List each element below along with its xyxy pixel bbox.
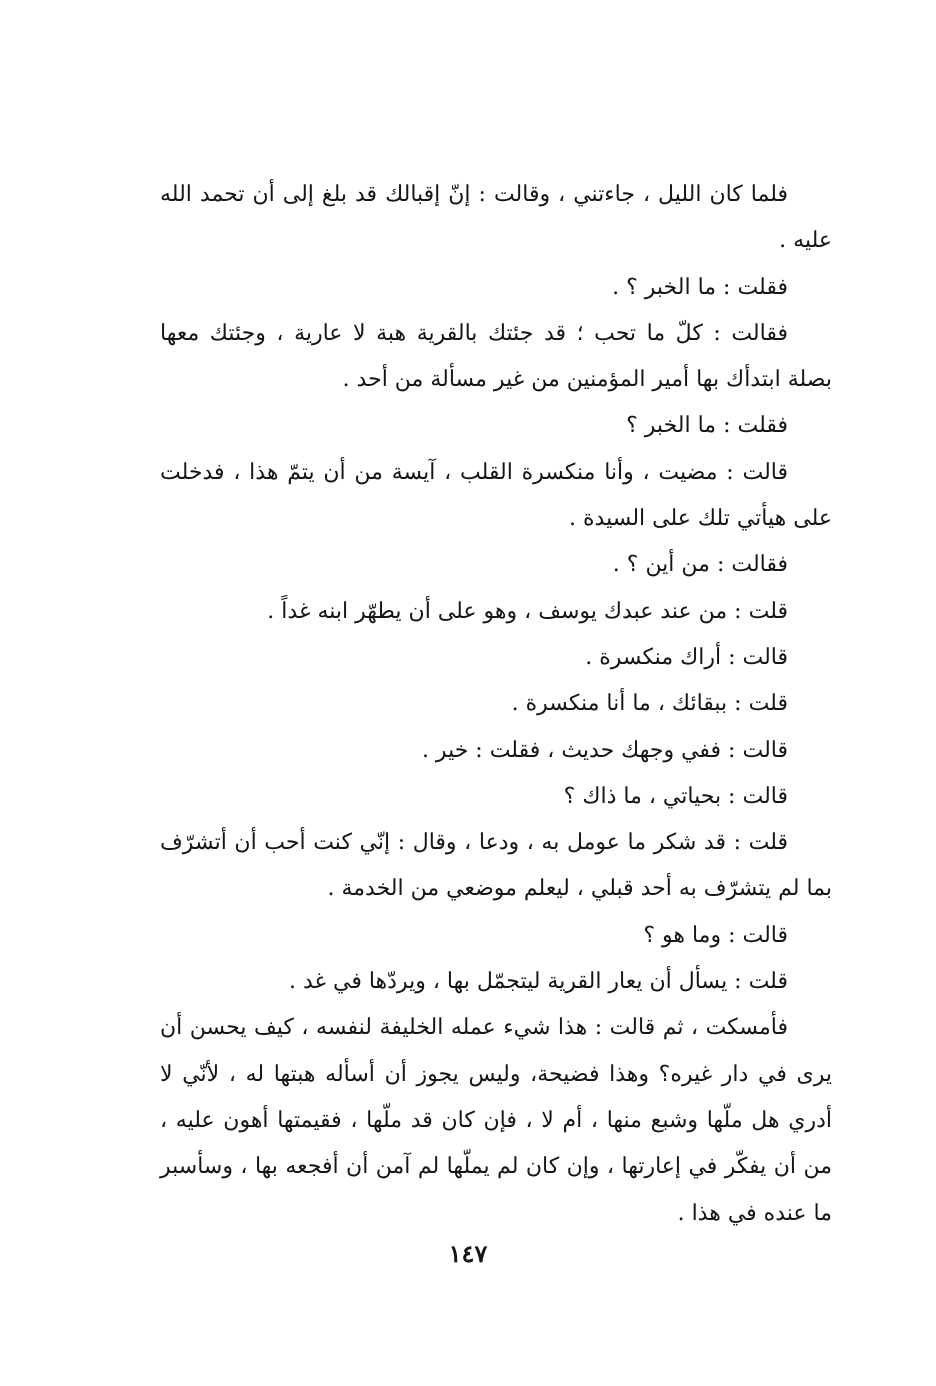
paragraph-7: قلت : من عند عبدك يوسف ، وهو على أن يطهّر ابنه غداً . xyxy=(267,598,788,624)
paragraph-9: قلت : ببقائك ، ما أنا منكسرة . xyxy=(511,691,788,717)
paragraph-13: قالت : وما هو ؟ xyxy=(643,922,788,948)
paragraph-1: فلما كان الليل ، جاءتني ، وقالت : إنّ إقبالك قد بلغ إلى أن تحمد الله عليه . xyxy=(160,182,832,254)
paragraph-5: قالت : مضيت ، وأنا منكسرة القلب ، آيسة من أن يتمّ هذا ، فدخلت على هيأتي تلك على السيدة . xyxy=(160,459,832,532)
paragraph-2: فقلت : ما الخبر ؟ . xyxy=(612,274,788,300)
paragraph-10: قالت : ففي وجهك حديث ، فقلت : خير . xyxy=(421,737,788,763)
paragraph-15: فأمسكت ، ثم قالت : هذا شيء عمله الخليفة لنفسه ، كيف يحسن أن يرى في دار غيره؟ وهذا فضيحة، وليس يجوز أن أسأله هبتها له ، لأنّي لا أدري هل ملّها وشبع منها ، أم لا ، فإن كان قد ملّها ، فقيمتها أهون عليه ، من أن يفكّر في إعارتها ، وإن كان لم يملّها لم آمن أن أفجعه بها ، وسأسبر ما عنده في هذا . xyxy=(160,1015,832,1226)
paragraph-12: قلت : قد شكر ما عومل به ، ودعا ، وقال : إنّي كنت أحب أن أتشرّف بما لم يتشرّف به أحد قبلي ، ليعلم موضعي من الخدمة . xyxy=(160,830,832,902)
paragraph-11: قالت : بحياتي ، ما ذاك ؟ xyxy=(563,783,788,809)
paragraph-6: فقالت : من أين ؟ . xyxy=(612,552,788,578)
body-text xyxy=(160,172,832,1237)
paragraph-4: فقلت : ما الخبر ؟ xyxy=(626,413,788,439)
paragraph-8: قالت : أراك منكسرة . xyxy=(585,644,788,670)
paragraph-14: قلت : يسأل أن يعار القرية ليتجمّل بها ، ويردّها في غد . xyxy=(288,969,788,995)
page-number: ١٤٧ xyxy=(448,1239,488,1268)
paragraph-3: فقالت : كلّ ما تحب ؛ قد جئتك بالقرية هبة لا عارية ، وجئتك معها بصلة ابتدأك بها أمير المؤمنين من غير مسألة من أحد . xyxy=(160,320,832,393)
